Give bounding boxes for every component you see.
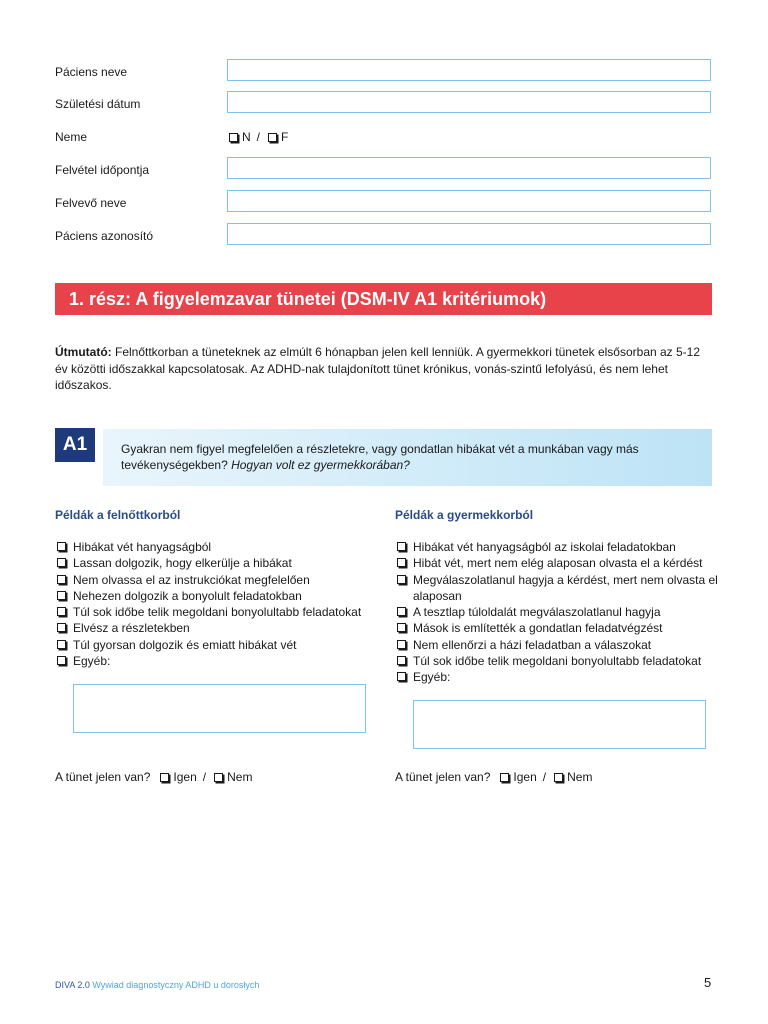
adult-example-label: Elvész a részletekben: [73, 621, 190, 636]
option-separator: /: [542, 770, 547, 784]
adult-example-item: [55, 620, 375, 636]
adult-example-item: [55, 555, 375, 571]
adult-yes-checkbox[interactable]: [160, 773, 169, 782]
criterion-question-box: [103, 429, 712, 486]
adult-present-question: [55, 770, 252, 784]
child-example-item: [395, 555, 720, 571]
checkbox-icon[interactable]: [57, 640, 66, 649]
criterion-question: Gyakran nem figyel megfelelően a részletekre, vagy gondatlan hibákat vét a munkában vagy más tevékenységekben?: [121, 442, 639, 472]
admission-date-field[interactable]: [227, 157, 711, 179]
adult-example-item: [55, 539, 375, 555]
checkbox-icon[interactable]: [57, 542, 66, 551]
child-example-item: [395, 637, 720, 653]
child-examples-list: [395, 539, 720, 686]
adult-no-label: Nem: [227, 770, 253, 784]
child-no-checkbox[interactable]: [554, 773, 563, 782]
child-yes-checkbox[interactable]: [500, 773, 509, 782]
patient-name-field[interactable]: [227, 59, 711, 81]
adult-example-item: [55, 637, 375, 653]
adult-example-item: [55, 572, 375, 588]
gender-n-label: N: [242, 130, 251, 144]
instructions: [55, 344, 715, 394]
checkbox-icon[interactable]: [397, 558, 406, 567]
adult-other-textbox[interactable]: [73, 684, 366, 733]
checkbox-icon[interactable]: [397, 575, 406, 584]
adult-example-label: Túl sok időbe telik megoldani bonyolultabb feladatokat: [73, 605, 362, 620]
footer-brand: DIVA 2.0: [55, 980, 90, 990]
adult-example-label: Nehezen dolgozik a bonyolult feladatokban: [73, 588, 302, 603]
adult-example-label: Túl gyorsan dolgozik és emiatt hibákat vét: [73, 637, 297, 652]
gender-label: Neme: [55, 130, 88, 144]
child-example-item: [395, 669, 720, 685]
adult-example-label: Hibákat vét hanyagságból: [73, 540, 212, 554]
instructions-label: Útmutató:: [55, 345, 112, 359]
child-present-label: A tünet jelen van?: [395, 770, 491, 784]
child-other-textbox[interactable]: [413, 700, 706, 749]
section-title: 1. rész: A figyelemzavar tünetei (DSM-IV A1 kritériumok): [55, 283, 712, 315]
child-present-question: [395, 770, 592, 784]
checkbox-icon[interactable]: [57, 607, 66, 616]
adult-example-item: [55, 653, 375, 669]
admission-date-label: Felvétel időpontja: [55, 163, 150, 177]
adult-examples-list: [55, 539, 375, 669]
patient-name-label: Páciens neve: [55, 65, 128, 79]
checkbox-icon[interactable]: [397, 640, 406, 649]
gender-separator: /: [256, 130, 261, 144]
adult-example-item: [55, 604, 375, 620]
child-no-label: Nem: [567, 770, 593, 784]
child-example-label: Hibát vét, mert nem elég alaposan olvasta el a kérdést: [413, 556, 703, 571]
adult-no-checkbox[interactable]: [214, 773, 223, 782]
adult-present-label: A tünet jelen van?: [55, 770, 151, 784]
admitter-name-label: Felvevő neve: [55, 196, 127, 210]
adult-example-item: [55, 588, 375, 604]
child-example-label: Hibákat vét hanyagságból az iskolai feladatokban: [413, 540, 676, 554]
page-number: 5: [704, 975, 712, 990]
checkbox-icon[interactable]: [397, 623, 406, 632]
patient-id-label: Páciens azonosító: [55, 229, 154, 243]
adult-examples-heading: Példák a felnőttkorból: [55, 508, 181, 522]
birth-date-field[interactable]: [227, 91, 711, 113]
checkbox-icon[interactable]: [57, 656, 66, 665]
footer: [55, 980, 259, 990]
criterion-badge: A1: [55, 428, 95, 462]
child-yes-label: Igen: [513, 770, 537, 784]
checkbox-icon[interactable]: [57, 575, 66, 584]
criterion-question-italic: Hogyan volt ez gyermekkorában?: [231, 458, 410, 472]
child-examples-heading: Példák a gyermekkorból: [395, 508, 534, 522]
child-example-item: [395, 572, 720, 605]
gender-options: [229, 130, 288, 144]
patient-id-field[interactable]: [227, 223, 711, 245]
child-example-label: Nem ellenőrzi a házi feladatban a válaszokat: [413, 637, 652, 652]
gender-n-checkbox[interactable]: [229, 133, 238, 142]
child-example-label: Egyéb:: [413, 670, 451, 685]
birth-date-label: Születési dátum: [55, 97, 141, 111]
child-example-item: [395, 539, 720, 555]
checkbox-icon[interactable]: [57, 591, 66, 600]
adult-example-label: Egyéb:: [73, 654, 111, 669]
child-example-label: Túl sok időbe telik megoldani bonyolultabb feladatokat: [413, 654, 702, 669]
checkbox-icon[interactable]: [397, 672, 406, 681]
checkbox-icon[interactable]: [397, 656, 406, 665]
footer-subtitle: Wywiad diagnostyczny ADHD u dorosłych: [92, 980, 260, 990]
adult-yes-label: Igen: [173, 770, 197, 784]
admitter-name-field[interactable]: [227, 190, 711, 212]
child-example-item: [395, 604, 720, 620]
checkbox-icon[interactable]: [57, 623, 66, 632]
instructions-text: Felnőttkorban a tüneteknek az elmúlt 6 hónapban jelen kell lenniük. A gyermekkori tünetek elsősorban az 5-12 év közötti időszakkal kapcsolatosak. Az ADHD-nak tulajdonított tünet krónikus, vonás-szintű lefolyású, és nem lehet időszakos.: [55, 345, 701, 392]
adult-example-label: Lassan dolgozik, hogy elkerülje a hibákat: [73, 556, 292, 571]
child-example-label: A tesztlap túloldalát megválaszolatlanul hagyja: [413, 605, 661, 620]
child-example-label: Megválaszolatlanul hagyja a kérdést, mert nem olvasta el alaposan: [413, 572, 718, 603]
child-example-item: [395, 653, 720, 669]
checkbox-icon[interactable]: [397, 607, 406, 616]
checkbox-icon[interactable]: [57, 558, 66, 567]
child-example-item: [395, 620, 720, 636]
child-example-label: Mások is említették a gondatlan feladatvégzést: [413, 621, 663, 636]
gender-f-checkbox[interactable]: [268, 133, 277, 142]
option-separator: /: [202, 770, 207, 784]
adult-example-label: Nem olvassa el az instrukciókat megfelelően: [73, 572, 310, 587]
gender-f-label: F: [281, 130, 289, 144]
checkbox-icon[interactable]: [397, 542, 406, 551]
